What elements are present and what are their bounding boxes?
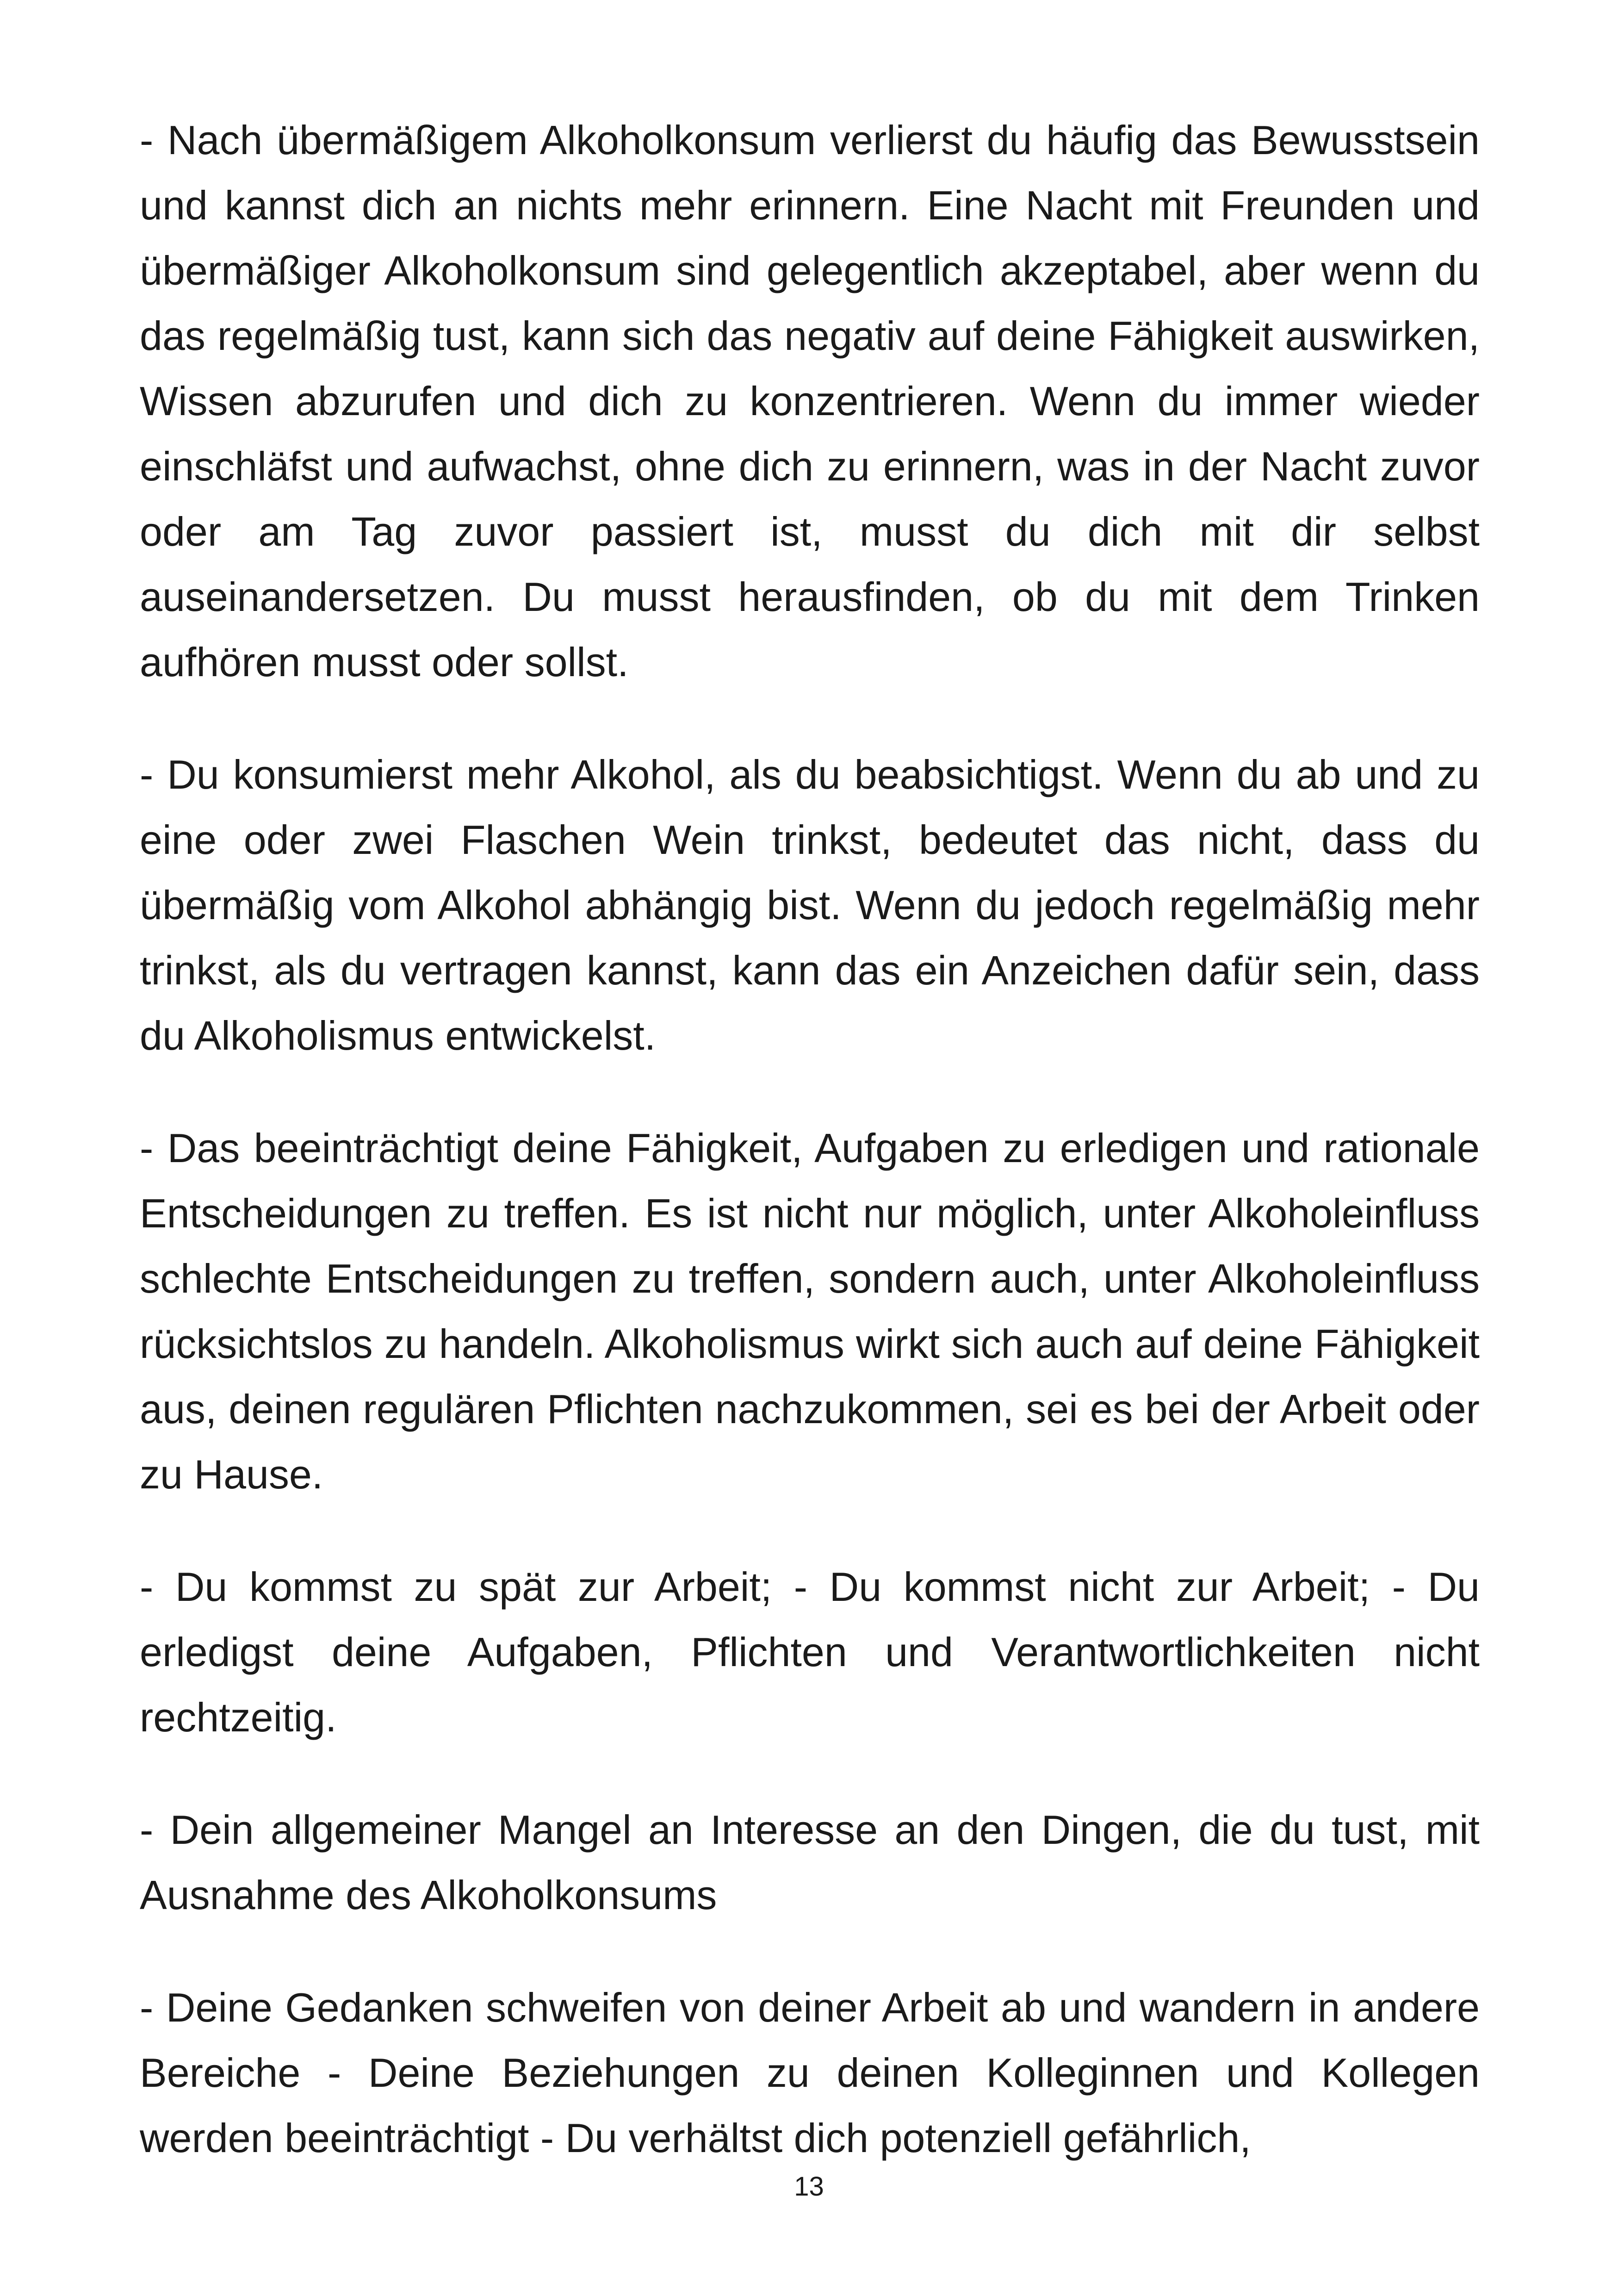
paragraph-work-lateness: - Du kommst zu spät zur Arbeit; - Du kommst nicht zur Arbeit; - Du erledigst deine Aufgaben, Pflichten und Verantwortlichkeiten nicht rechtzeitig. — [140, 1564, 1480, 1740]
paragraph-lack-of-interest: - Dein allgemeiner Mangel an Interesse an den Dingen, die du tust, mit Ausnahme des Alkoholkonsums — [140, 1807, 1480, 1918]
page-body — [140, 107, 1480, 2218]
paragraph-drinking-more: - Du konsumierst mehr Alkohol, als du beabsichtigst. Wenn du ab und zu eine oder zwei Flaschen Wein trinkst, bedeutet das nicht, dass du übermäßig vom Alkohol abhängig bist. Wenn du jedoch regelmäßig mehr trinkst, als du vertragen kannst, kann das ein Anzeichen dafür sein, dass du Alkoholismus entwickelst. — [140, 752, 1480, 1058]
paragraph-blackout-memory: - Nach übermäßigem Alkoholkonsum verlierst du häufig das Bewusstsein und kannst dich an nichts mehr erinnern. Eine Nacht mit Freunden und übermäßiger Alkoholkonsum sind gelegentlich akzeptabel, aber wenn du das regelmäßig tust, kann sich das negativ auf deine Fähigkeit auswirken, Wissen abzurufen und dich zu konzentrieren. Wenn du immer wieder einschläfst und aufwachst, ohne dich zu erinnern, was in der Nacht zuvor oder am Tag zuvor passiert ist, musst du dich mit dir selbst auseinandersetzen. Du musst herausfinden, ob du mit dem Trinken aufhören musst oder sollst. — [140, 117, 1480, 685]
paragraph-impaired-decisions: - Das beeinträchtigt deine Fähigkeit, Aufgaben zu erledigen und rationale Entscheidungen zu treffen. Es ist nicht nur möglich, unter Alkoholeinfluss schlechte Entscheidungen zu treffen, sondern auch, unter Alkoholeinfluss rücksichtslos zu handeln. Alkoholismus wirkt sich auch auf deine Fähigkeit aus, deinen regulären Pflichten nachzukommen, sei es bei der Arbeit oder zu Hause. — [140, 1125, 1480, 1497]
paragraph-wandering-thoughts: - Deine Gedanken schweifen von deiner Arbeit ab und wandern in andere Bereiche - Deine Beziehungen zu deinen Kolleginnen und Kollegen werden beeinträchtigt - Du verhältst dich potenziell gefährlich, — [140, 1985, 1480, 2161]
page-number: 13 — [794, 2172, 824, 2202]
